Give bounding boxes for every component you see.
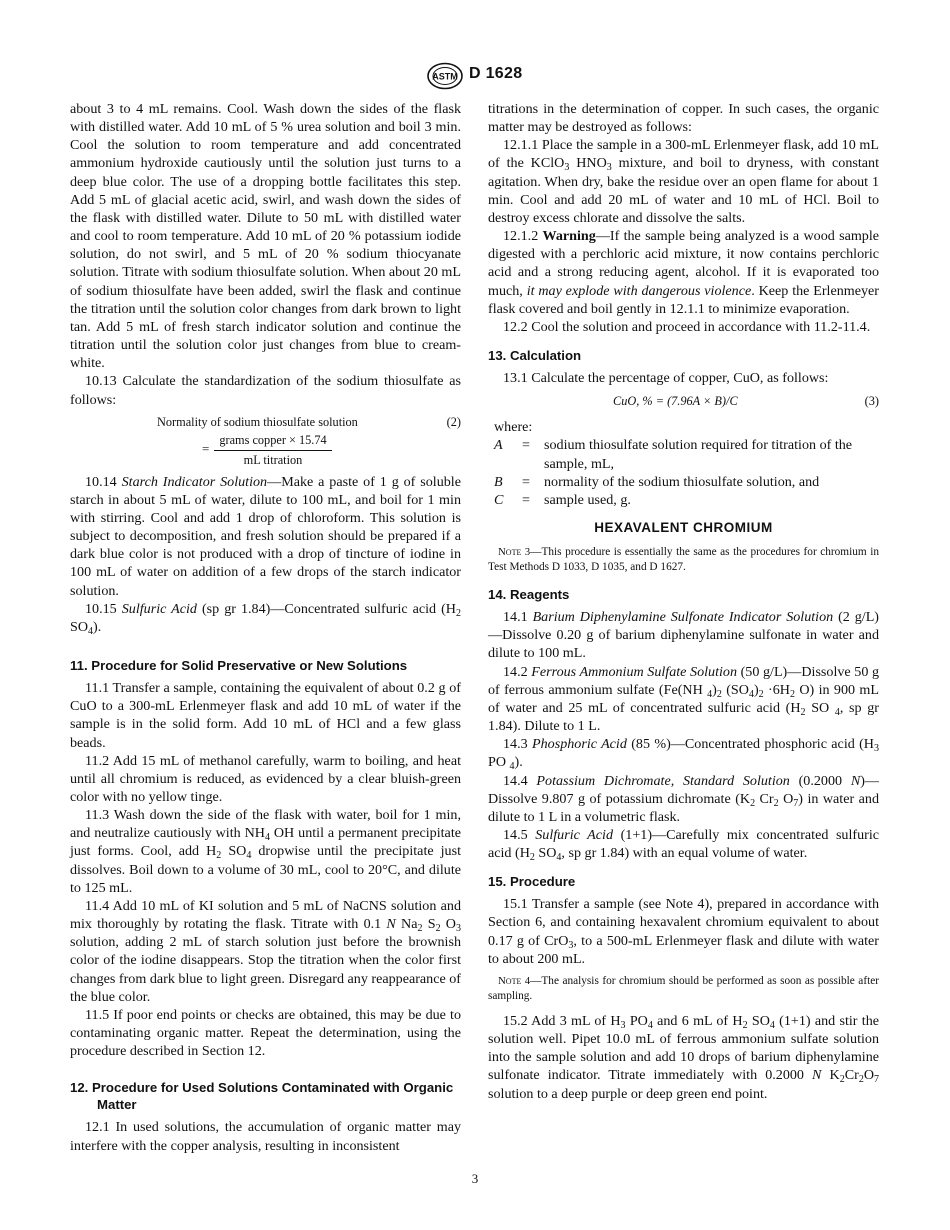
- equation-number: (2): [446, 414, 461, 429]
- paragraph-11-4: 11.4 Add 10 mL of KI solution and 5 mL of NaCNS solution and mix thoroughly by rotating the flask. Titrate with 0.1 N $Na_2$ $S_2$ $O_3$ solution, adding 2 mL of starch solution just before the brownish color of the iodine disappears. Stop the titration when the color first changes from dark blue to light green. Disregard any reappearance of the blue color.: [70, 897, 461, 1005]
- paragraph-11-3: 11.3 Wash down the side of the flask with water, boil for 1 min, and neutralize cautiously with $NH_4$ OH until a permanent precipitate just forms. Cool, add $H_2$ $SO_4$ dropwise until the precipitate just dissolves. Boil down to a volume of 30 mL, cool to 20°C, and dilute to 125 mL.: [70, 807, 461, 896]
- paragraph-14-1: 14.1 Barium Diphenylamine Sulfonate Indicator Solution (2 g/L)—Dissolve 0.20 g of barium diphenylamine sulfonate in water and dilute to 100 mL.: [488, 609, 879, 662]
- svg-text:ASTM: ASTM: [432, 71, 458, 82]
- astm-logo-icon: [426, 62, 464, 90]
- paragraph-11-1: 11.1 Transfer a sample, containing the equivalent of about 0.2 g of CuO to a 300-mL Erlenmeyer flask and add 10 mL of water if the sample is in the solid form. Add 10 mL of HCl and a few glass beads.: [70, 680, 461, 751]
- where-label: where:: [494, 419, 533, 436]
- paragraph-12-1-2: 12.1.2 Warning—If the sample being analyzed is a wood sample digested with a perchloric acid mixture, it now contains perchloric acid and a strong reducing agent, alcohol. If it is evaporated too much, it may explode with dangerous violence. Keep the Erlenmeyer flask covered and boil gently in 12.1.1 to minimize evaporation.: [488, 228, 880, 317]
- equation-fraction: [70, 431, 461, 469]
- where-list: [488, 418, 879, 509]
- equation-number: (3): [864, 394, 879, 409]
- fraction-numerator: grams copper × 15.74: [214, 431, 332, 451]
- paragraph: about 3 to 4 mL remains. Cool. Wash down the sides of the flask with distilled water. Add 10 mL of 5 % urea solution and boil 3 min. Cool the solution to room temperature and add concentrated ammonium hydroxide cautiously until the solution just turns to a deep blue color. The use of a dropping bottle facilitates this step. Add 5 mL of glacial acetic acid, swirl, and wash down the sides of the flask with distilled water. Dilute to 50 mL with distilled water and cool to room temperature. Add 10 mL of 20 % potassium iodide solution, do not swirl, and 5 mL of 20 % sodium thiocyanate solution. Titrate with sodium thiosulfate solution. When about 20 mL of sodium thiosulfate have been added, swirl the flask and continue the titration until the solution color changes from dark brown to light tan. Add 5 mL of fresh starch indicator solution and continue the titration until the solution color just changes from blue to cream-white.: [70, 101, 461, 372]
- right-column: [488, 100, 879, 1103]
- note-4: Note 4—The analysis for chromium should be performed as soon as possible after sampling.: [488, 974, 879, 1002]
- page-header: [0, 62, 950, 92]
- section-heading-14: 14. Reagents: [488, 587, 570, 603]
- page-number: 3: [471, 1171, 479, 1186]
- note-3: Note 3—This procedure is essentially the same as the procedures for chromium in Test Methods D 1033, D 1035, and D 1627.: [488, 546, 879, 574]
- paragraph-12-1-1: 12.1.1 Place the sample in a 300-mL Erlenmeyer flask, add 10 mL of the KClO$_3$ $HNO_3$ mixture, and boil to dryness, with constant agitation. When dry, bake the residue over an open flame for about 1 min. Cool and add 20 mL of water and 10 mL of HCl. Boil to destroy excess chlorate and dissolve the salts.: [488, 137, 879, 226]
- equation-lhs: Normality of sodium thiosulfate solution: [157, 414, 358, 429]
- where-item: C = sample used, g.: [494, 491, 631, 508]
- fraction-denominator: mL titration: [243, 452, 303, 467]
- paragraph-14-5: 14.5 Sulfuric Acid (1+1)—Carefully mix concentrated sulfuric acid ($H_2$ $SO_4$, sp gr 1.84) with an equal volume of water.: [488, 827, 879, 864]
- paragraph: titrations in the determination of copper. In such cases, the organic matter may be destroyed as follows:: [488, 101, 879, 136]
- paragraph-10-13: 10.13 Calculate the standardization of the sodium thiosulfate as follows:: [70, 373, 461, 408]
- section-heading-12: 12. Procedure for Used Solutions Contaminated with Organic Matter: [70, 1080, 454, 1113]
- left-column: [70, 100, 461, 1155]
- where-item: A = sodium thiosulfate solution required for titration of the sample, mL,: [494, 437, 853, 472]
- section-heading-13: 13. Calculation: [488, 348, 582, 364]
- hexavalent-chromium-heading: HEXAVALENT CHROMIUM: [594, 519, 773, 535]
- paragraph-14-4: 14.4 Potassium Dichromate, Standard Solution (0.2000 N)—Dissolve 9.807 g of potassium dichromate ($K_2$ $Cr_2$ $O_7$) in water and dilute to 1 L in a volumetric flask.: [488, 772, 880, 825]
- paragraph-10-15: 10.15 Sulfuric Acid (sp gr 1.84)—Concentrated sulfuric acid ($H_2$ $SO_4$).: [70, 600, 461, 637]
- paragraph-14-3: 14.3 Phosphoric Acid (85 %)—Concentrated phosphoric acid ($H_3$ PO $_4$).: [488, 736, 879, 773]
- paragraph-11-2: 11.2 Add 15 mL of methanol carefully, warm to boiling, and heat until all chromium is reduced, as evidenced by a clear bluish-green color with no yellow tinge.: [70, 752, 461, 805]
- section-heading-15: 15. Procedure: [488, 874, 576, 890]
- paragraph-13-1: 13.1 Calculate the percentage of copper, CuO, as follows:: [503, 370, 829, 387]
- equation-expression: CuO, % = (7.96A × B)/C: [613, 394, 738, 409]
- equals-sign: =: [202, 440, 210, 456]
- section-heading-11: 11. Procedure for Solid Preservative or New Solutions: [70, 658, 408, 674]
- where-item: B = normality of the sodium thiosulfate solution, and: [494, 473, 820, 490]
- equation-2: [70, 413, 461, 431]
- paragraph-12-1: 12.1 In used solutions, the accumulation of organic matter may interfere with the copper analysis, resulting in inconsistent: [70, 1119, 461, 1154]
- equation-3: [488, 390, 879, 412]
- paragraph-12-2: 12.2 Cool the solution and proceed in accordance with 11.2-11.4.: [503, 318, 871, 335]
- paragraph-11-5: 11.5 If poor end points or checks are obtained, this may be due to contaminating organic matter. Repeat the determination, using the procedure described in Section 12.: [70, 1006, 461, 1060]
- document-code: D 1628: [469, 65, 523, 82]
- paragraph-10-14: 10.14 Starch Indicator Solution—Make a paste of 1 g of soluble starch in about 5 mL of water, dilute to 100 mL, and boil for 1 min with stirring. Cool and add 1 drop of chloroform. This solution is subject to decomposition, and fresh solution should be prepared if a dark blue color is not produced with a drop of tincture of iodine in 100 mL of water on addition of a few drops of the starch indicator solution.: [70, 473, 461, 599]
- paragraph-14-2: 14.2 Ferrous Ammonium Sulfate Solution (50 g/L)—Dissolve 50 g of ferrous ammonium sulfate (Fe(NH $_4)_2$ $(SO_4)_2 \cdot 6H_2$ O) in 900 mL of water and 25 mL of concentrated sulfuric acid ($H_2$ SO $_4$, sp gr 1.84). Dilute to 1 L.: [488, 663, 880, 735]
- paragraph-15-2: 15.2 Add 3 mL of $H_3$ $PO_4$ and 6 mL of $H_2$ $SO_4$ (1+1) and stir the solution well. Pipet 10.0 mL of ferrous ammonium sulfate solution into the sample solution and add 10 drops of barium diphenylamine sulfonate indicator. Titrate immediately with 0.2000 N $K_2Cr_2O_7$ solution to a deep purple or deep green end point.: [488, 1012, 879, 1102]
- paragraph-15-1: 15.1 Transfer a sample (see Note 4), prepared in accordance with Section 6, and containing hexavalent chromium equivalent to about 0.17 g of CrO$_3$, to a 500-mL Erlenmeyer flask and dilute with water to about 200 mL.: [488, 896, 879, 967]
